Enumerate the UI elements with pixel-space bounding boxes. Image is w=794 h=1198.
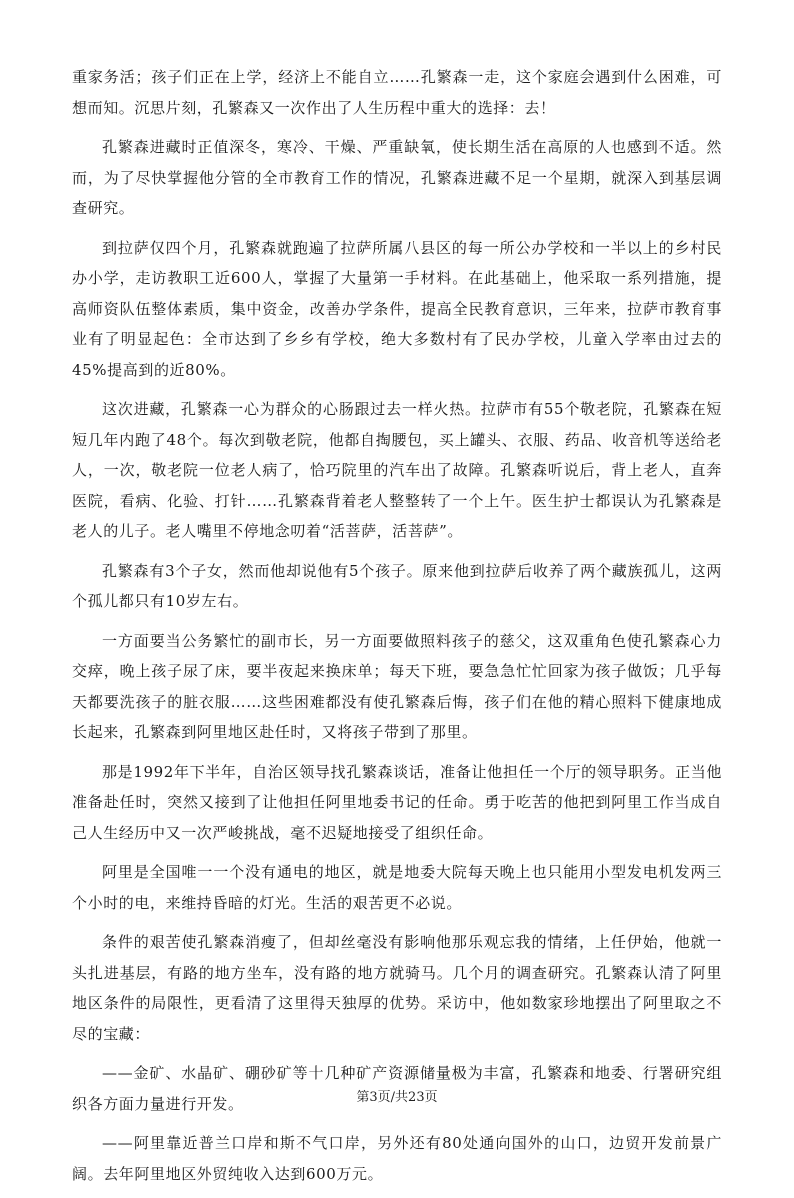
paragraph-10: ——金矿、水晶矿、硼砂矿等十几种矿产资源储量极为丰富，孔繁森和地委、行署研究组织各方面力量进行开发。: [72, 1064, 722, 1113]
paragraph-4: 这次进藏，孔繁森一心为群众的心肠跟过去一样火热。拉萨市有55个敬老院，孔繁森在短短几年内跑了48个。每次到敬老院，他都自掏腰包，买上罐头、衣服、药品、收音机等送给老人，一次，敬老院一位老人病了，恰巧院里的汽车出了故障。孔繁森听说后，背上老人，直奔医院，看病、化验、打针……孔繁森背着老人整整转了一个上午。医生护士都误认为孔繁森是老人的儿子。老人嘴里不停地念叨着“活菩萨，活菩萨”。: [72, 400, 722, 540]
paragraph-9: 条件的艰苦使孔繁森消瘦了，但却丝毫没有影响他那乐观忘我的情绪，上任伊始，他就一头扎进基层，有路的地方坐车，没有路的地方就骑马。几个月的调查研究。孔繁森认清了阿里地区条件的局限性，更看清了这里得天独厚的优势。采访中，他如数家珍地摆出了阿里取之不尽的宝藏：: [72, 933, 722, 1043]
document-body: [72, 62, 722, 1198]
paragraph-3: 到拉萨仅四个月，孔繁森就跑遍了拉萨所属八县区的每一所公办学校和一半以上的乡村民办小学，走访教职工近600人，掌握了大量第一手材料。在此基础上，他采取一系列措施，提高师资队伍整体素质，集中资金，改善办学条件，提高全民教育意识，三年来，拉萨市教育事业有了明显起色：全市达到了乡乡有学校，绝大多数村有了民办学校，儿童入学率由过去的45%提高到的近80%。: [72, 238, 722, 379]
paragraph-8: 阿里是全国唯一一个没有通电的地区，就是地委大院每天晚上也只能用小型发电机发两三个小时的电，来维持昏暗的灯光。生活的艰苦更不必说。: [72, 863, 722, 912]
paragraph-6: 一方面要当公务繁忙的副市长，另一方面要做照料孩子的慈父，这双重角色使孔繁森心力交瘁，晚上孩子尿了床，要半夜起来换床单；每天下班，要急急忙忙回家为孩子做饭；几乎每天都要洗孩子的脏衣服……这些困难都没有使孔繁森后悔，孩子们在他的精心照料下健康地成长起来，孔繁森到阿里地区赴任时，又将孩子带到了那里。: [72, 631, 722, 741]
paragraph-5: 孔繁森有3个子女，然而他却说他有5个孩子。原来他到拉萨后收养了两个藏族孤儿，这两个孤儿都只有10岁左右。: [72, 561, 722, 610]
paragraph-2: 孔繁森进藏时正值深冬，寒冷、干燥、严重缺氧，使长期生活在高原的人也感到不适。然而，为了尽快掌握他分管的全市教育工作的情况，孔繁森进藏不足一个星期，就深入到基层调查研究。: [72, 138, 722, 217]
page-number-footer: 第3页/共23页: [356, 1090, 438, 1105]
paragraph-7: 那是1992年下半年，自治区领导找孔繁森谈话，准备让他担任一个厅的领导职务。正当他准备赴任时，突然又接到了让他担任阿里地委书记的任命。勇于吃苦的他把到阿里工作当成自己人生经历中又一次严峻挑战，毫不迟疑地接受了组织任命。: [72, 762, 722, 842]
paragraph-1: 重家务活；孩子们正在上学，经济上不能自立……孔繁森一走，这个家庭会遇到什么困难，可想而知。沉思片刻，孔繁森又一次作出了人生历程中重大的选择：去！: [72, 68, 722, 117]
paragraph-11: ——阿里靠近普兰口岸和斯不气口岸，另外还有80处通向国外的山口，边贸开发前景广阔。去年阿里地区外贸纯收入达到600万元。: [72, 1134, 722, 1183]
